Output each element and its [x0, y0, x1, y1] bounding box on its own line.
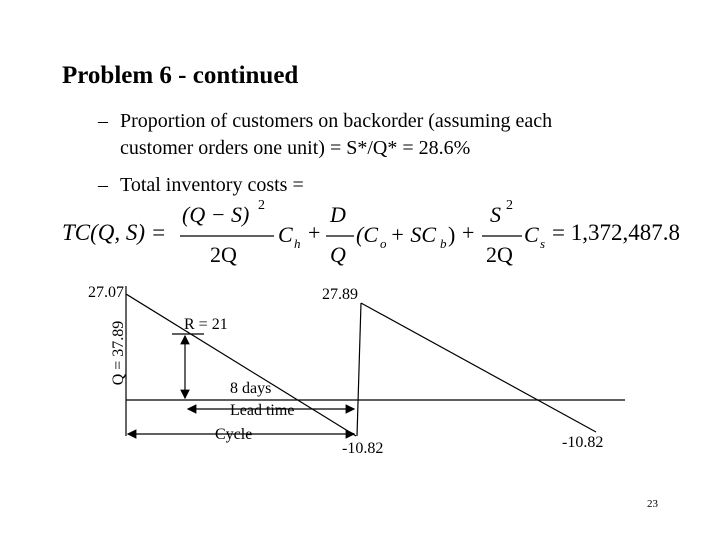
- label-reorder-point: R = 21: [184, 316, 228, 333]
- label-lead-days: 8 days: [230, 380, 272, 397]
- formula-term3-coef-sub: s: [540, 236, 546, 251]
- slide-title: Problem 6 - continued: [62, 62, 299, 89]
- formula-term2-expr-c: ): [448, 222, 456, 247]
- formula-plus2: +: [462, 220, 475, 245]
- formula-term1-denominator: 2Q: [210, 242, 237, 267]
- formula-plus1: +: [308, 220, 321, 245]
- formula-lhs: TC(Q, S) =: [62, 220, 167, 245]
- label-order-quantity: Q = 37.89: [110, 320, 127, 386]
- formula-term3-denominator: 2Q: [486, 242, 513, 267]
- replenishment-line: [357, 303, 361, 436]
- label-lead-time: Lead time: [230, 402, 295, 419]
- formula-result: = 1,372,487.8: [552, 220, 680, 245]
- bullet-dash: –: [98, 110, 108, 132]
- bullet-text-line2: customer orders one unit) = S*/Q* = 28.6%: [120, 137, 471, 159]
- formula-term3-numerator: S: [490, 202, 501, 227]
- formula-term3-coef: C: [524, 222, 539, 247]
- formula-term2-denominator: Q: [330, 242, 346, 267]
- bullet-dash: –: [98, 174, 108, 196]
- formula-term2-expr-b: + SC: [390, 222, 437, 247]
- label-cycle: Cycle: [215, 426, 253, 443]
- formula-term1-exponent: 2: [258, 198, 265, 213]
- formula-term2-expr-a: (C: [356, 222, 378, 247]
- formula-term3-exponent: 2: [506, 198, 513, 213]
- label-backorder-1: -10.82: [342, 440, 384, 457]
- formula-term1-coef: C: [278, 222, 293, 247]
- formula-term2-expr-sub-o: o: [380, 236, 387, 251]
- label-backorder-2: -10.82: [562, 434, 604, 451]
- label-max-inventory-1: 27.07: [88, 284, 124, 301]
- page-number: 23: [647, 498, 658, 510]
- label-max-inventory-2: 27.89: [322, 286, 358, 303]
- bullet-text: Total inventory costs =: [120, 174, 304, 196]
- formula-term2-numerator: D: [330, 202, 346, 227]
- formula-term2-expr-sub-b: b: [440, 236, 447, 251]
- bullet-text-line1: Proportion of customers on backorder (assuming each: [120, 110, 553, 132]
- inventory-drawdown-2: [361, 303, 596, 432]
- formula-term1-numerator: (Q − S): [182, 202, 250, 227]
- formula-term1-coef-sub: h: [294, 236, 301, 251]
